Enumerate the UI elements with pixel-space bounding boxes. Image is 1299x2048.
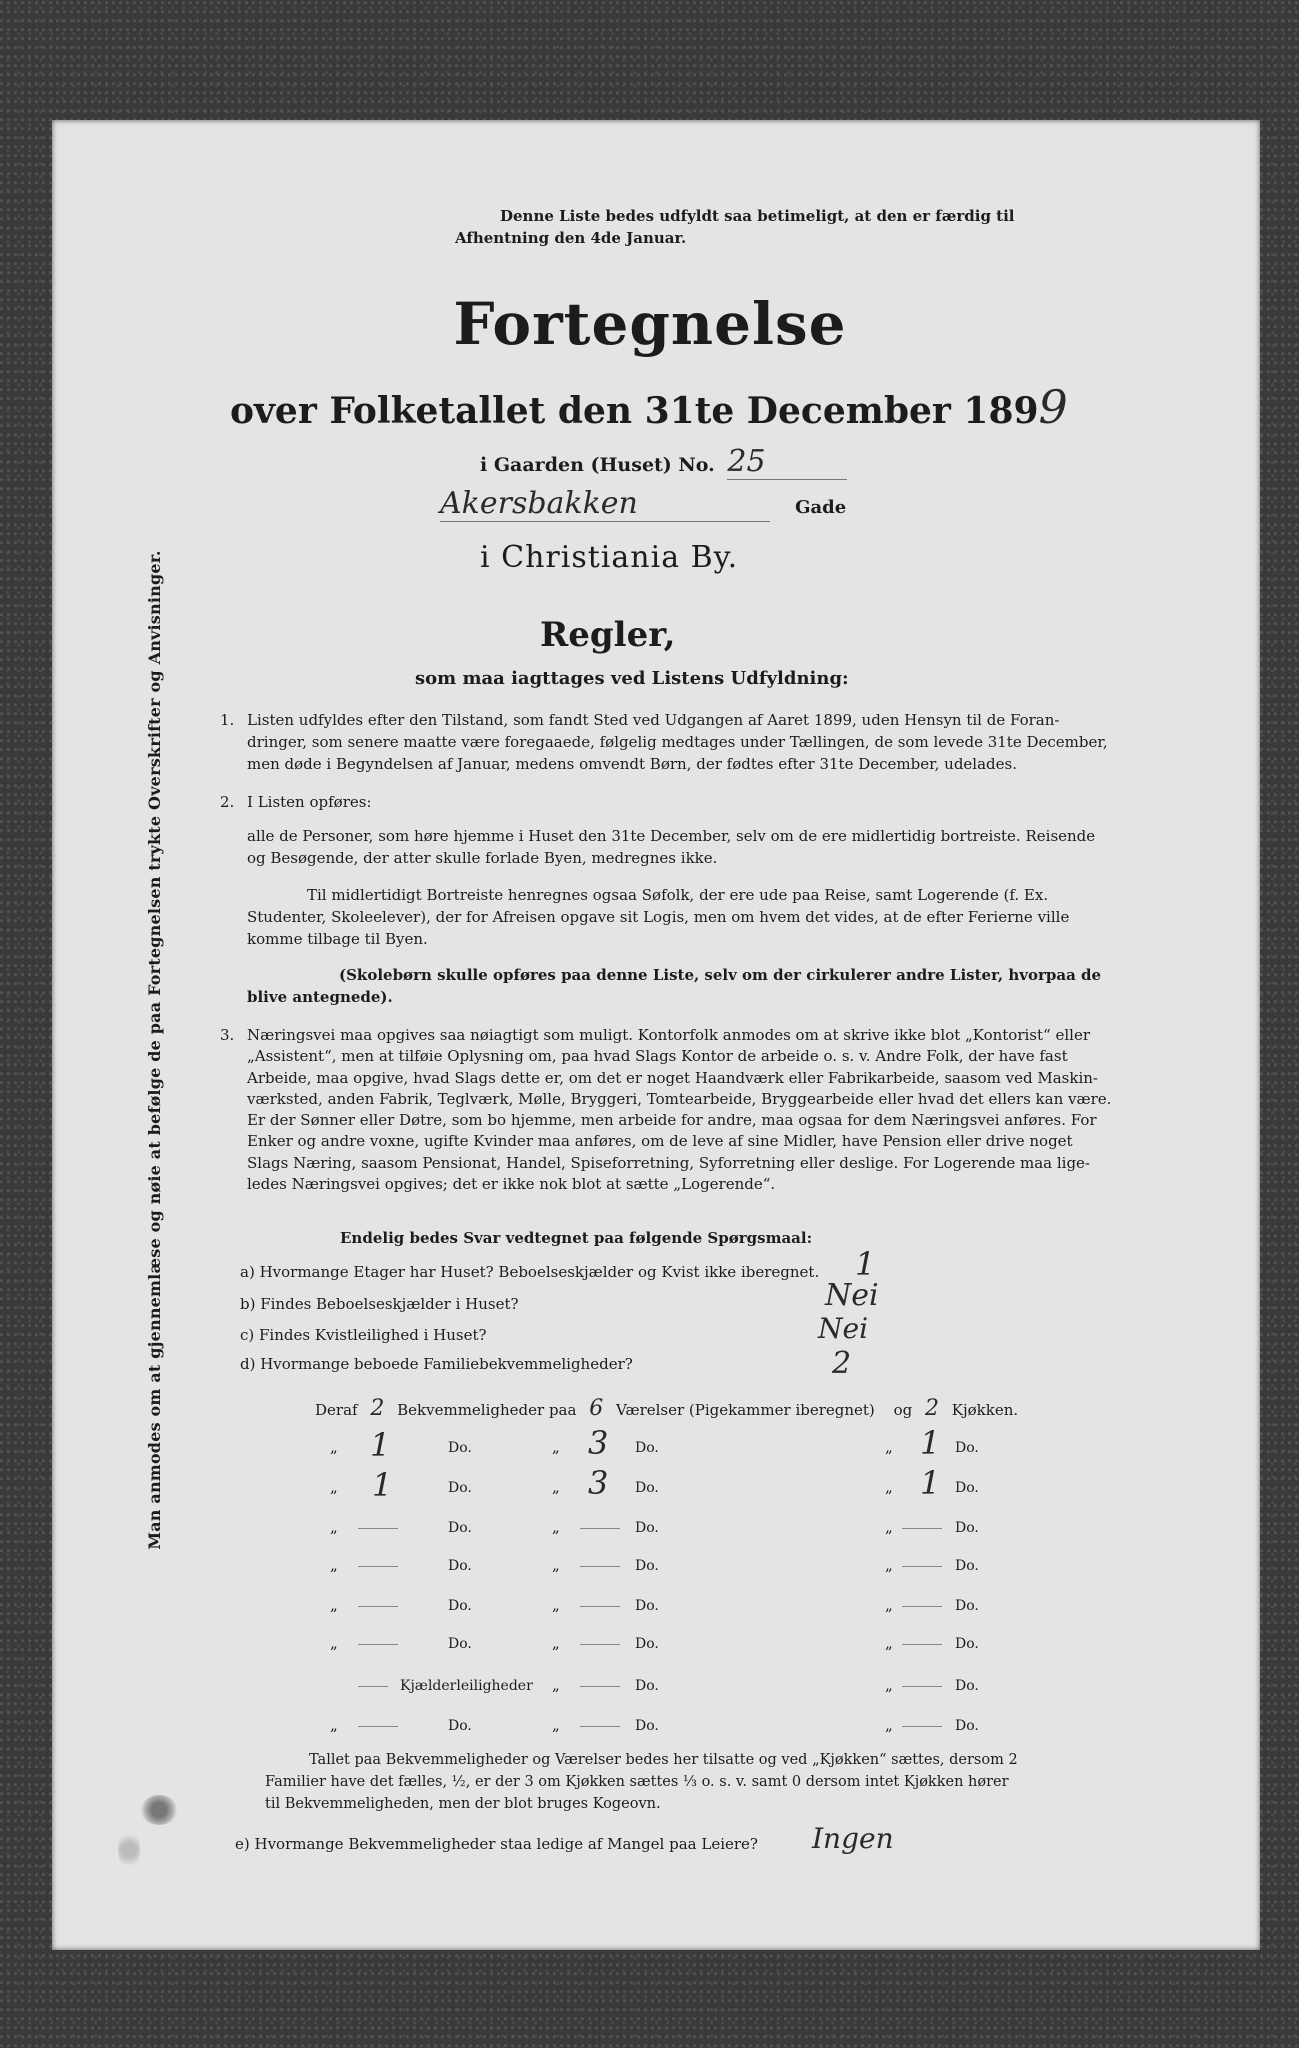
rule-2b-line: komme tilbage til Byen. — [247, 929, 428, 948]
rule-3-line: værksted, anden Fabrik, Teglværk, Mølle, Bryggeri, Tomtearbeide, Bryggearbeide eller hvad det ellers kan være. — [247, 1089, 1112, 1108]
question-d — [240, 1355, 633, 1373]
ditto-mark: „ — [552, 1596, 560, 1614]
blank-line — [358, 1566, 398, 1567]
deraf-kjok-label: Kjøkken. — [951, 1401, 1019, 1419]
ditto-mark: „ — [552, 1676, 560, 1694]
row-kjok: 1 — [920, 1464, 941, 1502]
rule-3-line: Arbeide, maa opgive, hvad Slags dette er, om det er noget Haandværk eller Fabrikarbeide, saasom ved Maskin- — [247, 1068, 1098, 1087]
ditto-mark: „ — [885, 1518, 893, 1536]
footnote — [265, 1750, 1018, 1815]
row-vaer: 3 — [588, 1464, 609, 1502]
gade-label: Gade — [795, 497, 847, 518]
ditto-mark: „ — [885, 1438, 893, 1456]
rule-2c — [247, 965, 1101, 1009]
street-handwritten: Akersbakken — [440, 486, 770, 522]
row-do: Do. — [448, 1636, 472, 1652]
blank-line — [902, 1606, 942, 1607]
row-do: Do. — [635, 1678, 659, 1694]
deraf-row — [330, 1546, 1030, 1584]
row-do: Do. — [448, 1480, 472, 1496]
row-do: Do. — [448, 1520, 472, 1536]
row-do: Do. — [448, 1558, 472, 1574]
blank-line — [902, 1528, 942, 1529]
row-do: Do. — [635, 1598, 659, 1614]
rule-1 — [247, 710, 1108, 775]
rule-3-line: „Assistent“, men at tilføie Oplysning om, paa hvad Slags Kontor de arbeide o. s. v. Andre Folk, der have fast — [247, 1047, 1068, 1066]
row-kjok: 1 — [920, 1424, 941, 1462]
row-do: Do. — [448, 1440, 472, 1456]
ditto-mark: „ — [552, 1634, 560, 1652]
rule-2 — [247, 826, 1095, 870]
rule-3-line: Slags Næring, saasom Pensionat, Handel, Spiseforretning, Syforretning eller deslige. For Logerende maa lige- — [247, 1153, 1091, 1172]
question-c — [240, 1326, 487, 1344]
ditto-mark: „ — [330, 1518, 338, 1536]
page-subtitle — [230, 380, 1130, 434]
question-d-text: d) Hvormange beboede Familiebekvemmeligheder? — [240, 1355, 633, 1373]
question-c-text: c) Findes Kvistleilighed i Huset? — [240, 1326, 487, 1344]
blank-line — [358, 1644, 398, 1645]
ditto-mark: „ — [552, 1556, 560, 1574]
blank-line — [580, 1566, 620, 1567]
blank-line — [580, 1686, 620, 1687]
kjaelder-row — [330, 1666, 1030, 1704]
rule-3 — [247, 1025, 1111, 1195]
rule-3-line: Enker og andre voxne, ugifte Kvinder maa anføres, om de leve af sine Midler, have Pension eller drive noget — [247, 1132, 1073, 1151]
deraf-vaer-label: Værelser (Pigekammer iberegnet) — [616, 1401, 875, 1419]
deraf-og-label: og — [893, 1401, 913, 1419]
question-a — [240, 1263, 819, 1281]
footnote-line: Tallet paa Bekvemmeligheder og Værelser bedes her tilsatte og ved „Kjøkken“ sættes, dersom 2 — [309, 1752, 1018, 1768]
page-title: Fortegnelse — [453, 290, 847, 358]
row-do: Do. — [635, 1718, 659, 1734]
blank-line — [580, 1726, 620, 1727]
rule-1-line: men døde i Begyndelsen af Januar, medens omvendt Børn, der fødtes efter 31te December, udelades. — [247, 754, 1017, 773]
row-do: Do. — [955, 1718, 979, 1734]
blank-line — [358, 1606, 398, 1607]
blank-line — [902, 1726, 942, 1727]
answer-b: Nei — [825, 1278, 879, 1313]
rule-2b-line: Studenter, Skoleelever), der for Afreisen opgave sit Logis, men om hvem det vides, at de efter Ferierne ville — [247, 907, 1070, 926]
row-do: Do. — [955, 1678, 979, 1694]
rule-2c-line: (Skolebørn skulle opføres paa denne Liste, selv om der cirkulerer andre Lister, hvorpaa de — [339, 966, 1102, 984]
rule-3-line: ledes Næringsvei opgives; det er ikke nok blot at sætte „Logerende“. — [247, 1175, 776, 1194]
row-vaer: 3 — [588, 1424, 609, 1462]
ditto-mark: „ — [885, 1596, 893, 1614]
deraf-row — [330, 1424, 1030, 1466]
gaard-line — [480, 444, 847, 480]
subtitle-text: over Folketallet den 31te December 189 — [230, 390, 1039, 432]
header-note-line-1: Denne Liste bedes udfyldt saa betimeligt, at den er færdig til — [500, 207, 1015, 225]
question-e-text: e) Hvormange Bekvemmeligheder staa ledige af Mangel paa Leiere? — [235, 1835, 758, 1853]
rule-2-number: 2. — [220, 793, 235, 811]
gaard-label: i Gaarden (Huset) No. — [480, 454, 715, 476]
blank-line — [358, 1528, 398, 1529]
row-do: Do. — [955, 1636, 979, 1652]
question-b-text: b) Findes Beboelseskjælder i Huset? — [240, 1295, 519, 1313]
answer-a: 1 — [855, 1245, 876, 1283]
rule-1-line: dringer, som senere maatte være foregaaede, følgelig medtages under Tællingen, de som levede 31te December, — [247, 732, 1108, 751]
blank-line — [358, 1726, 398, 1727]
rule-3-number: 3. — [220, 1026, 235, 1044]
deraf-label: Deraf — [315, 1401, 358, 1419]
ditto-mark: „ — [330, 1596, 338, 1614]
deraf-row — [330, 1508, 1030, 1546]
rule-3-line: Næringsvei maa opgives saa nøiagtigt som muligt. Kontorfolk anmodes om at skrive ikke blot „Kontorist“ eller — [247, 1026, 1090, 1044]
row-do: Do. — [955, 1480, 979, 1496]
rule-2b-line: Til midlertidigt Bortreiste henregnes ogsaa Søfolk, der ere ude paa Reise, samt Logerende (f. Ex. — [307, 886, 1049, 904]
ditto-mark: „ — [330, 1634, 338, 1652]
ditto-mark: „ — [885, 1478, 893, 1496]
ditto-mark: „ — [330, 1556, 338, 1574]
ink-stain — [140, 1795, 178, 1825]
answer-c: Nei — [818, 1312, 869, 1345]
rule-3-line: Er der Sønner eller Døtre, som bo hjemme, men arbeide for andre, maa ogsaa for dem Næringsvei anføres. For — [247, 1111, 1097, 1130]
deraf-row — [330, 1706, 1030, 1744]
regler-title: Regler, — [540, 615, 676, 655]
row-do: Do. — [635, 1440, 659, 1456]
deraf-bekv-label: Bekvemmeligheder paa — [397, 1401, 577, 1419]
footnote-line: Familier have det fælles, ½, er der 3 om Kjøkken sættes ⅓ o. s. v. samt 0 dersom intet Kjøkken hører — [265, 1773, 1009, 1790]
rule-1-number: 1. — [220, 711, 235, 729]
row-do: Do. — [635, 1520, 659, 1536]
city-line: i Christiania By. — [480, 540, 739, 575]
deraf-rooms: 6 — [589, 1396, 604, 1421]
row-do: Do. — [635, 1480, 659, 1496]
blank-line — [902, 1686, 942, 1687]
row-do: Do. — [448, 1598, 472, 1614]
ditto-mark: „ — [552, 1438, 560, 1456]
footnote-line: til Bekvemmeligheden, men der blot bruges Kogeovn. — [265, 1795, 661, 1812]
deraf-count: 2 — [370, 1396, 385, 1421]
ditto-mark: „ — [885, 1634, 893, 1652]
row-bekv: 1 — [372, 1466, 393, 1504]
row-do: Do. — [635, 1558, 659, 1574]
regler-subtitle: som maa iagttages ved Listens Udfyldning: — [415, 668, 849, 689]
ditto-mark: „ — [885, 1556, 893, 1574]
rule-2-heading: I Listen opføres: — [247, 793, 372, 811]
deraf-kitchens: 2 — [925, 1396, 939, 1421]
row-do: Do. — [955, 1520, 979, 1536]
ink-stain — [118, 1830, 140, 1870]
rule-2-line: alle de Personer, som høre hjemme i Huset den 31te December, selv om de ere midlertidig bortreiste. Reisende — [247, 827, 1096, 845]
rule-2c-line: blive antegnede). — [247, 987, 393, 1006]
deraf-row — [330, 1586, 1030, 1624]
side-instruction-note: Man anmodes om at gjennemlæse og nøie at befølge de paa Fortegnelsen trykte Overskrifter og Anvisninger. — [145, 550, 164, 1550]
deraf-row — [330, 1464, 1030, 1506]
header-note — [455, 206, 1105, 250]
row-do: Do. — [635, 1636, 659, 1652]
question-e — [235, 1835, 758, 1853]
year-handwritten: 9 — [1038, 380, 1068, 434]
blank-line — [580, 1644, 620, 1645]
ditto-mark: „ — [330, 1478, 338, 1496]
ditto-mark: „ — [885, 1716, 893, 1734]
answer-d: 2 — [832, 1346, 852, 1381]
rule-2-line: og Besøgende, der atter skulle forlade Byen, medregnes ikke. — [247, 848, 718, 867]
rule-2b — [247, 885, 1069, 950]
blank-line — [580, 1606, 620, 1607]
ditto-mark: „ — [885, 1676, 893, 1694]
kjaelder-label: Kjælderleiligheder — [400, 1678, 533, 1694]
row-do: Do. — [955, 1558, 979, 1574]
questions-intro: Endelig bedes Svar vedtegnet paa følgende Spørgsmaal: — [340, 1229, 813, 1247]
deraf-header — [315, 1396, 1018, 1421]
ditto-mark: „ — [552, 1478, 560, 1496]
ditto-mark: „ — [330, 1716, 338, 1734]
row-bekv: 1 — [370, 1426, 391, 1464]
blank-line — [358, 1686, 388, 1687]
rule-1-line: Listen udfyldes efter den Tilstand, som fandt Sted ved Udgangen af Aaret 1899, uden Hensyn til de Foran- — [247, 711, 1060, 729]
blank-line — [580, 1528, 620, 1529]
ditto-mark: „ — [552, 1716, 560, 1734]
question-a-text: a) Hvormange Etager har Huset? Beboelseskjælder og Kvist ikke iberegnet. — [240, 1263, 820, 1281]
question-b — [240, 1295, 519, 1313]
row-do: Do. — [955, 1440, 979, 1456]
row-do: Do. — [955, 1598, 979, 1614]
ditto-mark: „ — [552, 1518, 560, 1536]
street-line — [440, 486, 846, 522]
row-do: Do. — [448, 1718, 472, 1734]
gaard-number: 25 — [727, 444, 847, 480]
header-note-line-2: Afhentning den 4de Januar. — [455, 228, 687, 247]
answer-e: Ingen — [812, 1822, 894, 1855]
ditto-mark: „ — [330, 1438, 338, 1456]
deraf-row — [330, 1624, 1030, 1662]
blank-line — [902, 1644, 942, 1645]
blank-line — [902, 1566, 942, 1567]
